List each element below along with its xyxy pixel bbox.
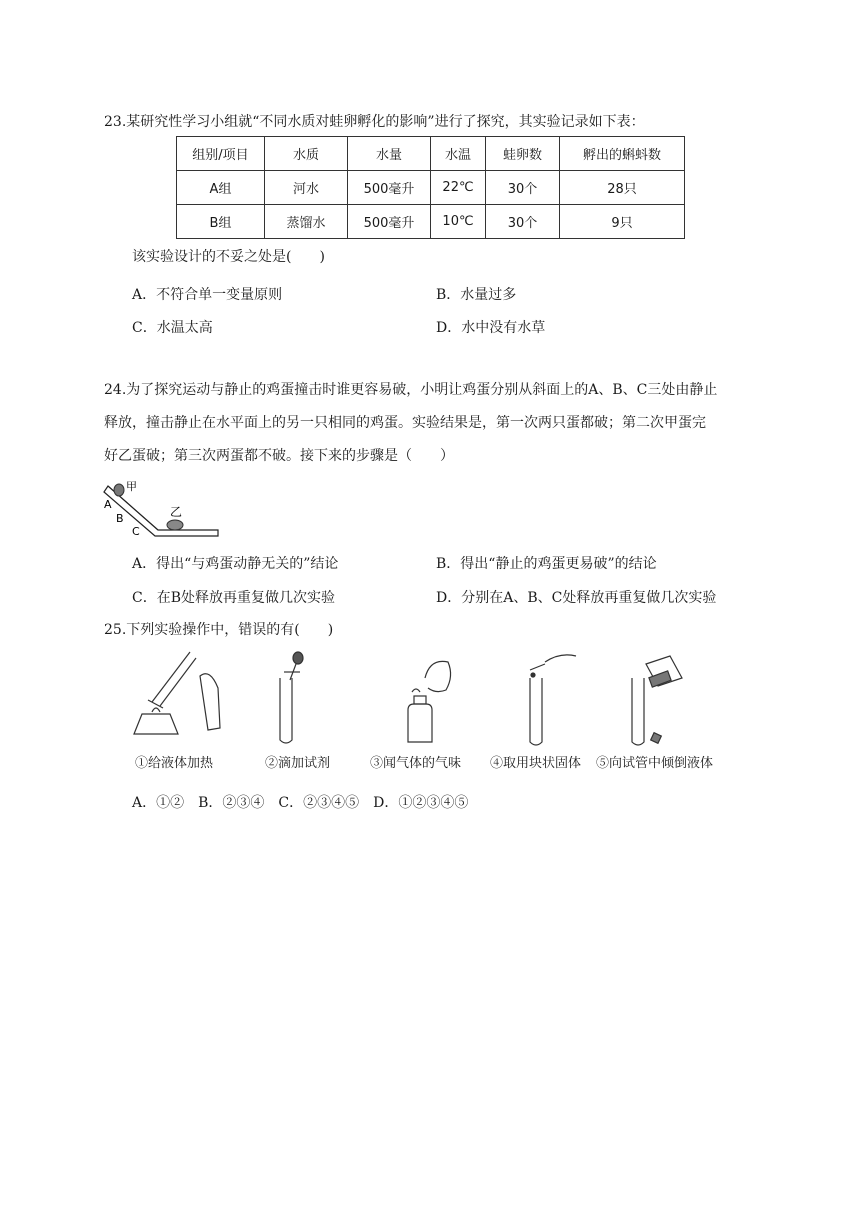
caption-5: ⑤向试管中倾倒液体: [596, 756, 714, 771]
table-cell: 500毫升: [348, 171, 431, 205]
lab-operations-figure: [130, 648, 735, 748]
q24-option-a: A．得出“与鸡蛋动静无关的”结论: [132, 556, 339, 572]
incline-figure: [100, 478, 225, 542]
table-header-cell: 孵出的蝌蚪数: [560, 137, 685, 171]
table-header-row: [177, 137, 685, 171]
label-c: C: [132, 525, 140, 538]
table-cell: 10℃: [431, 205, 486, 239]
table-cell: B组: [177, 205, 265, 239]
label-a: A: [104, 498, 112, 511]
table-header-cell: 蛙卵数: [486, 137, 560, 171]
q23-option-a: A．不符合单一变量原则: [132, 287, 283, 303]
label-yi: 乙: [170, 505, 183, 519]
q23-option-d: D．水中没有水草: [436, 320, 546, 336]
table-row: [177, 205, 685, 239]
table-cell: 30个: [486, 205, 560, 239]
table-cell: A组: [177, 171, 265, 205]
q25-options: A．①② B．②③④ C．②③④⑤ D．①②③④⑤: [132, 795, 469, 811]
q23-question: 该实验设计的不妥之处是( ): [132, 249, 325, 265]
table-cell: 28只: [560, 171, 685, 205]
q25-stem: 25.下列实验操作中，错误的有( ): [104, 622, 334, 638]
caption-3: ③闻气体的气味: [370, 756, 462, 771]
label-jia: 甲: [126, 480, 137, 493]
table-header-cell: 水温: [431, 137, 486, 171]
table-cell: 蒸馏水: [265, 205, 348, 239]
q24-stem-line2: 释放，撞击静止在水平面上的另一只相同的鸡蛋。实验结果是，第一次两只蛋都破；第二次甲蛋完: [104, 415, 706, 431]
experiment-table: [176, 136, 685, 239]
q24-stem-line1: 24.为了探究运动与静止的鸡蛋撞击时谁更容易破，小明让鸡蛋分别从斜面上的A、B、C三处由静止: [104, 382, 718, 398]
table-header-cell: 水质: [265, 137, 348, 171]
pouring-liquid-icon: [632, 656, 682, 745]
egg-yi-icon: [167, 520, 183, 530]
table-header-cell: 水量: [348, 137, 431, 171]
table-header-cell: 组别/项目: [177, 137, 265, 171]
q24-option-b: B．得出“静止的鸡蛋更易破”的结论: [436, 556, 657, 572]
caption-4: ④取用块状固体: [490, 756, 582, 771]
table-cell: 500毫升: [348, 205, 431, 239]
heating-liquid-icon: [134, 652, 220, 734]
taking-solid-icon: [530, 655, 576, 745]
dropper-icon: [280, 652, 303, 743]
caption-2: ②滴加试剂: [265, 756, 331, 771]
table-cell: 30个: [486, 171, 560, 205]
egg-jia-icon: [114, 484, 124, 496]
table-cell: 9只: [560, 205, 685, 239]
table-cell: 22℃: [431, 171, 486, 205]
label-b: B: [116, 512, 124, 525]
q23-stem: 23.某研究性学习小组就“不同水质对蛙卵孵化的影响”进行了探究，其实验记录如下表：: [104, 114, 645, 130]
q23-option-c: C．水温太高: [132, 320, 213, 336]
q24-stem-line3: 好乙蛋破；第三次两蛋都不破。接下来的步骤是（ ）: [104, 448, 454, 464]
caption-1: ①给液体加热: [135, 756, 214, 771]
table-cell: 河水: [265, 171, 348, 205]
table-row: [177, 171, 685, 205]
q24-option-c: C．在B处释放再重复做几次实验: [132, 590, 335, 606]
q23-option-b: B．水量过多: [436, 287, 517, 303]
q24-option-d: D．分别在A、B、C处释放再重复做几次实验: [436, 590, 717, 606]
smelling-gas-icon: [408, 661, 451, 742]
